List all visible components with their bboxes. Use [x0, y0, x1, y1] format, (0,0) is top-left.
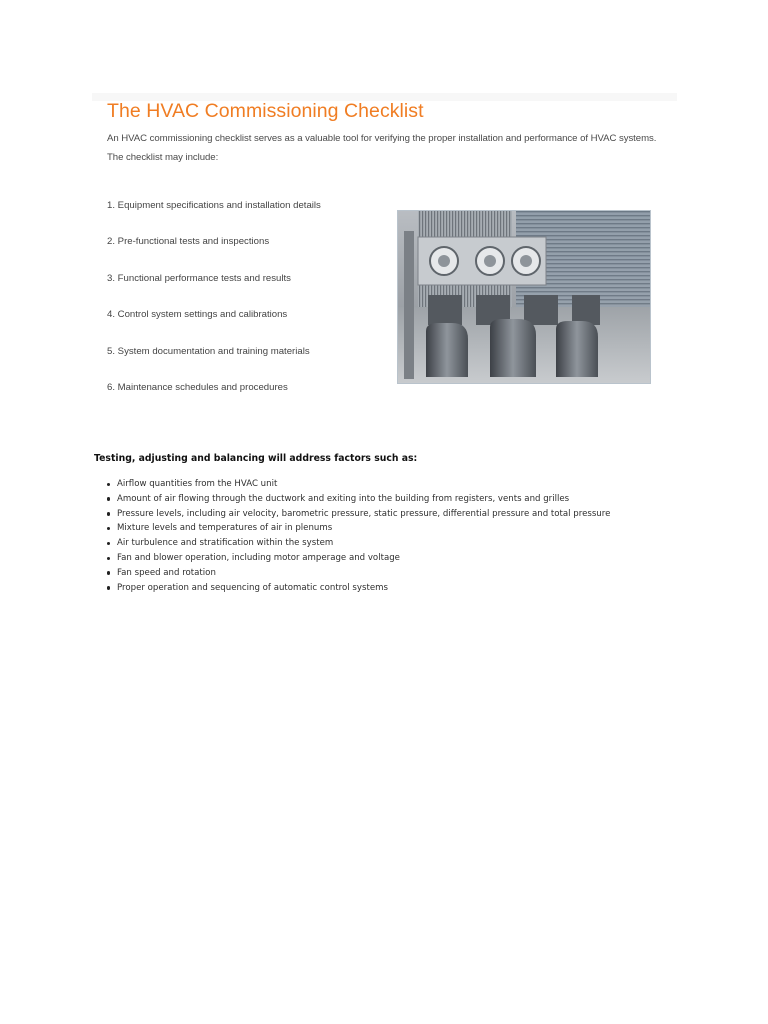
testing-section — [94, 451, 674, 595]
factor-item: Fan speed and rotation — [94, 566, 674, 581]
checklist-item: 6. Maintenance schedules and procedures — [107, 381, 288, 393]
checklist — [107, 198, 321, 416]
factor-item: Pressure levels, including air velocity, barometric pressure, static pressure, differential pressure and total pressure — [94, 507, 674, 522]
factor-item: Mixture levels and temperatures of air in plenums — [94, 521, 674, 536]
checklist-item: 2. Pre-functional tests and inspections — [107, 236, 270, 248]
factors-list — [94, 477, 674, 595]
checklist-section — [107, 98, 682, 167]
factor-item: Fan and blower operation, including motor amperage and voltage — [94, 551, 674, 566]
factor-item: Amount of air flowing through the ductwork and exiting into the building from registers, vents and grilles — [94, 492, 674, 507]
intro-line: The checklist may include: — [107, 151, 219, 163]
checklist-item: 1. Equipment specifications and installation details — [107, 200, 321, 211]
intro-line: An HVAC commissioning checklist serves as a valuable tool for verifying the proper installation and performance of HVAC systems. — [107, 133, 657, 144]
checklist-item: 4. Control system settings and calibrations — [107, 309, 288, 321]
rooftop-hvac-units-image — [398, 211, 650, 383]
hvac-units-photo — [397, 210, 651, 384]
intro-paragraph — [107, 130, 682, 167]
checklist-item: 3. Functional performance tests and results — [107, 272, 291, 284]
section-heading: Testing, adjusting and balancing will address factors such as: — [94, 453, 418, 464]
checklist-item: 5. System documentation and training materials — [107, 345, 310, 357]
page-title: The HVAC Commissioning Checklist — [107, 100, 424, 122]
factor-item: Proper operation and sequencing of automatic control systems — [94, 581, 674, 596]
factor-item: Air turbulence and stratification within the system — [94, 536, 674, 551]
factor-item: Airflow quantities from the HVAC unit — [94, 477, 674, 492]
